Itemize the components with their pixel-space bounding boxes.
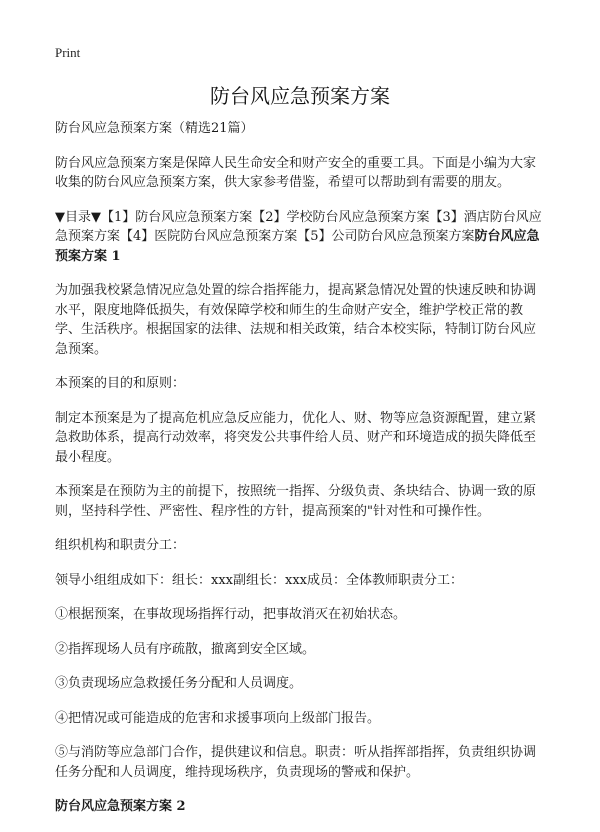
paragraph-principles-heading: 本预案的目的和原则： [55, 376, 186, 391]
paragraph-principles: 本预案是在预防为主的前提下，按照统一指挥、分级负责、条块结合、协调一致的原则，坚持科学性、严密性、程序性的方针，提高预案的"针对性和可操作性。 [55, 484, 537, 519]
section-1-heading: 防台风应急预案方案 1 [55, 229, 540, 264]
list-item: ④把情况或可能造成的危害和求援事项向上级部门报告。 [55, 710, 381, 726]
list-item: ①根据预案，在事故现场指挥行动，把事故消灭在初始状态。 [55, 607, 407, 622]
paragraph-leadership: 领导小组组成如下：组长：xxx副组长：xxx成员：全体教师职责分工： [55, 572, 463, 588]
paragraph-objective: 制定本预案是为了提高危机应急反应能力，优化人、财、物等应急资源配置，建立紧急救助体系，提高行动效率，将突发公共事件给人员、财产和环境造成的损失降低至最小程度。 [55, 410, 537, 465]
list-item: ②指挥现场人员有序疏散，撤离到安全区域。 [55, 641, 316, 657]
table-of-contents [55, 208, 545, 267]
list-item: ③负责现场应急救援任务分配和人员调度。 [55, 676, 303, 691]
document-title: 防台风应急预案方案 [210, 84, 390, 108]
toc-links[interactable]: ▼目录▼【1】防台风应急预案方案【2】学校防台风应急预案方案【3】酒店防台风应急预案方案【4】医院防台风应急预案方案【5】公司防台风应急预案方案 [55, 209, 542, 244]
document-subtitle: 防台风应急预案方案（精选21篇） [55, 121, 254, 136]
intro-paragraph: 防台风应急预案方案是保障人民生命安全和财产安全的重要工具。下面是小编为大家收集的防台风应急预案方案，供大家参考借鉴，希望可以帮助到有需要的朋友。 [55, 155, 537, 190]
section-2-heading: 防台风应急预案方案 2 [55, 799, 186, 814]
paragraph-organization-heading: 组织机构和职责分工： [55, 538, 186, 553]
list-item: ⑤与消防等应急部门合作，提供建议和信息。职责：听从指挥部指挥，负责组织协调任务分配和人员调度，维持现场秩序，负责现场的警戒和保护。 [55, 745, 537, 780]
print-label[interactable]: Print [55, 45, 81, 60]
document-body [55, 119, 545, 832]
paragraph-purpose: 为加强我校紧急情况应急处置的综合指挥能力，提高紧急情况处置的快速反映和协调水平，限度地降低损失，有效保障学校和师生的生命财产安全，维护学校正常的教学、生活秩序。根据国家的法律、法规和相关政策，结合本校实际，特制订防台风应急预案。 [55, 283, 537, 357]
